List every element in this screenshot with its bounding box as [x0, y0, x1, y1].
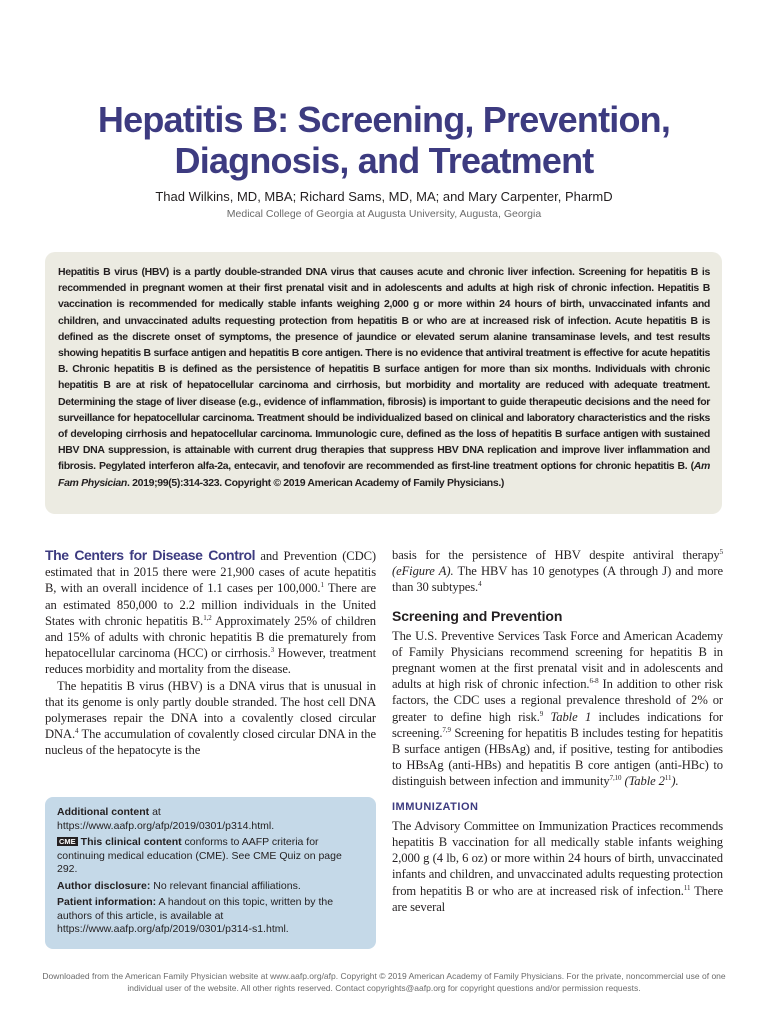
reference-superscript: 9 — [539, 709, 544, 718]
figure-reference: (eFigure A). — [392, 564, 454, 579]
additional-content-note — [57, 806, 364, 833]
left-column — [45, 547, 376, 759]
table-reference: Table 1 — [543, 709, 592, 724]
text-run: and Prevention (CDC) estimated that in 2015 there were 21,900 cases of acute hepatitis B, with an overall incidence of 1.1 cases per 100,000. — [45, 549, 376, 596]
text-run: The hepatitis B virus (HBV) is a DNA virus that is unusual in that its genome is only partly double stranded. The host cell DNA polymerases repair the DNA into a covalently closed circular DNA. — [45, 678, 376, 742]
text-run: There are an estimated 850,000 to 2.2 million individuals in the United States with chronic hepatitis B. — [45, 581, 377, 628]
reference-superscript: 11 — [664, 774, 672, 783]
article-title — [40, 99, 728, 181]
note-text: No relevant financial affiliations. — [150, 879, 301, 892]
text-run: Screening for hepatitis B includes testing for hepatitis B surface antigen (HBsAg) and, if positive, testing for antibodies to HBsAg (anti-HBs) and hepatitis B core antigen (anti-HBc) to distinguish between infection and immunity — [392, 725, 723, 789]
immunization-paragraph — [392, 818, 723, 915]
abstract-text — [58, 264, 710, 491]
reference-superscript: 4 — [75, 727, 79, 736]
reference-superscript: 1,2 — [203, 613, 212, 622]
note-label: Author disclosure: — [57, 879, 151, 892]
author-disclosure-note — [57, 880, 364, 894]
section-heading-screening: Screening and Prevention — [392, 607, 563, 624]
reference-superscript: 3 — [270, 646, 275, 655]
note-text: A handout on this topic, written by the authors of this article, is available at https://www.aafp.org/afp/2019/0301/p314-s1.html. — [57, 896, 334, 935]
text-run: In addition to other risk factors, the CDC uses a regional prevalence threshold of 2% or greater to define high risk. — [392, 677, 723, 724]
right-column — [392, 547, 723, 915]
table-reference: ). — [671, 774, 679, 789]
reference-superscript: 1 — [320, 581, 324, 590]
reference-superscript: 7,10 — [609, 774, 622, 783]
genotype-paragraph — [392, 547, 723, 596]
text-run: There are several — [392, 883, 723, 914]
article-info-box — [45, 797, 376, 949]
reference-superscript: 5 — [719, 548, 723, 556]
copyright-footer: Downloaded from the American Family Physician website at www.aafp.org/afp. Copyright © 2019 American Academy of Family Physicians. For the private, noncommercial use of one individual user of the website. All other rights reserved. Contact copyrights@aafp.org for copyright questions and/or permission requests. — [42, 971, 726, 993]
patient-information-note — [57, 896, 364, 937]
title-line-1: Hepatitis B: Screening, Prevention, — [97, 99, 671, 140]
text-run: However, treatment reduces morbidity and mortality from the disease. — [45, 646, 376, 677]
screening-paragraph — [392, 628, 723, 790]
reference-superscript: 7,9 — [442, 725, 451, 734]
text-run: basis for the persistence of HBV despite antiviral therapy — [392, 548, 720, 562]
affiliation: Medical College of Georgia at Augusta University, Augusta, Georgia — [226, 208, 542, 220]
text-run: The HBV has 10 genotypes (A through J) and more than 30 subtypes. — [392, 564, 723, 595]
intro-paragraph — [45, 547, 376, 678]
abstract-box — [45, 252, 722, 514]
table-reference: (Table 2 — [621, 774, 665, 789]
note-label: Additional content — [57, 806, 150, 818]
text-run: The accumulation of covalently closed circular DNA in the nucleus of the hepatocyte is the — [45, 727, 376, 758]
text-run: The U.S. Preventive Services Task Force and American Academy of Family Physicians recommend screening for hepatitis B in pregnant women at the first prenatal visit and in adolescents and adults at high risk of chronic infection. — [392, 628, 723, 692]
note-label: This clinical content — [80, 836, 182, 848]
lead-in-text: The Centers for Disease Control — [45, 547, 256, 563]
text-run: Approximately 25% of children and 15% of adults with chronic hepatitis B die prematurely from hepatocellular carcinoma (HCC) or cirrhosis. — [45, 613, 376, 661]
text-run: The Advisory Committee on Immunization Practices recommends hepatitis B vaccination for all medically stable infants weighing 2,000 g (4 lb, 6 oz) or more within 24 hours of birth, unvaccinated infants and children, and unvaccinated adults requesting protection from hepatitis B or who are at increased risk of infection. — [392, 818, 723, 898]
author-list: Thad Wilkins, MD, MBA; Richard Sams, MD, MA; and Mary Carpenter, PharmD — [155, 189, 613, 204]
virus-paragraph — [45, 678, 376, 759]
reference-superscript: 6-8 — [589, 677, 599, 686]
note-text: conforms to AAFP criteria for continuing medical education (CME). See CME Quiz on page 292. — [57, 836, 342, 875]
text-run: includes indications for screening. — [392, 709, 723, 740]
subsection-heading-immunization: IMMUNIZATION — [392, 800, 479, 813]
reference-superscript: 11 — [683, 883, 691, 892]
reference-superscript: 4 — [478, 580, 482, 589]
note-label: Patient information: — [57, 896, 157, 908]
cme-icon: CME — [59, 837, 76, 846]
note-text: at https://www.aafp.org/afp/2019/0301/p314.html. — [57, 806, 275, 832]
cme-note — [57, 836, 364, 877]
citation-details: . 2019;99(5):314-323. Copyright © 2019 American Academy of Family Physicians.) — [126, 476, 505, 489]
citation-journal: Am Fam Physician — [58, 460, 710, 489]
abstract-body: Hepatitis B virus (HBV) is a partly double-stranded DNA virus that causes acute and chronic liver infection. Screening for hepatitis B is recommended in pregnant women at their first prenatal visit and in adolescents and adults at high risk of chronic infection. Hepatitis B vaccination is recommended for medically stable infants weighing 2,000 g or more within 24 hours of birth, unvaccinated infants and children, and unvaccinated adults requesting protection from hepatitis B or who are at increased risk of infection. Acute hepatitis B is defined as the discrete onset of symptoms, the presence of jaundice or elevated serum alanine transaminase levels, and test results showing hepatitis B surface antigen and hepatitis B core antigen. There is no evidence that antiviral treatment is effective for acute hepatitis B. Chronic hepatitis B is defined as the persistence of hepatitis B surface antigen for more than six months. Individuals with chronic hepatitis B are at risk of hepatocellular carcinoma and cirrhosis, but morbidity and mortality are reduced with adequate treatment. Determining the stage of liver disease (e.g., evidence of inflammation, fibrosis) is important to guide therapeutic decisions and the need for surveillance for hepatocellular carcinoma. Treatment should be individualized based on clinical and laboratory characteristics and the risks of developing cirrhosis and hepatocellular carcinoma. Immunologic cure, defined as the loss of hepatitis B surface antigen with sustained HBV DNA suppression, is attainable with current drug therapies that suppress HBV DNA replication and improve liver inflammation and fibrosis. Pegylated interferon alfa-2a, entecavir, and tenofovir are recommended as first-line treatment options for chronic hepatitis B. ( — [58, 266, 710, 473]
title-line-2: Diagnosis, and Treatment — [174, 140, 594, 181]
